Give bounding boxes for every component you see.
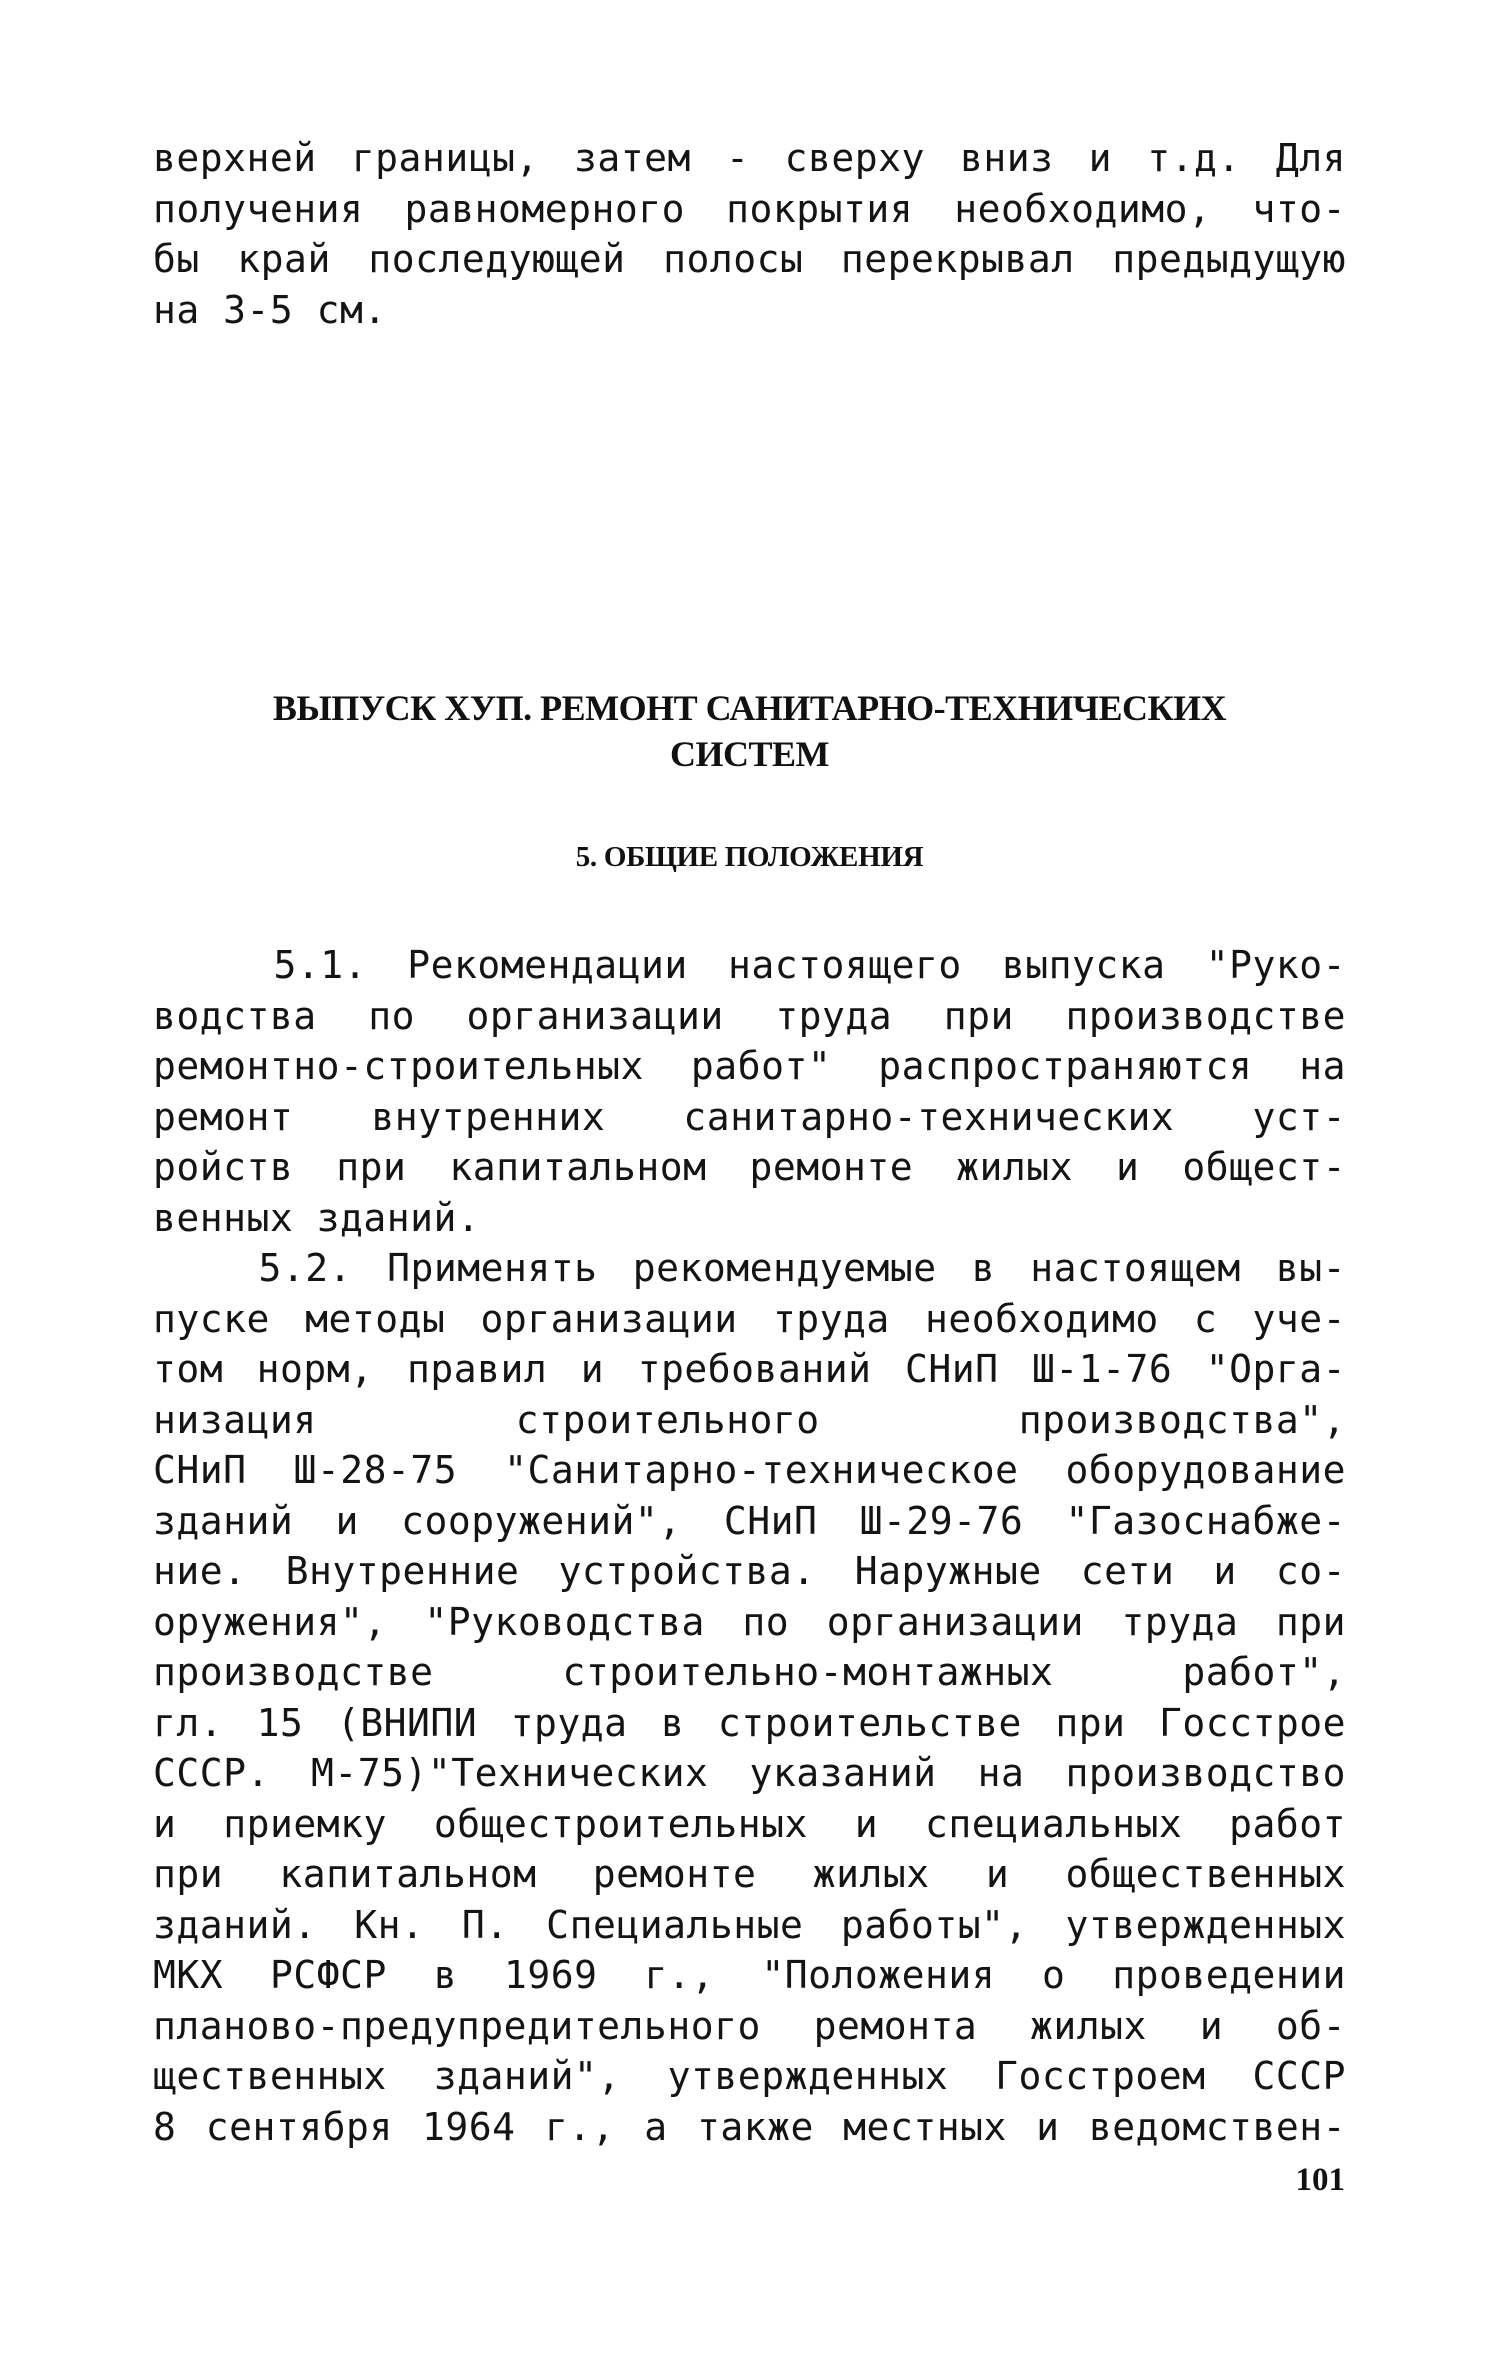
text-line: планово-предупредительного ремонта жилых и об- xyxy=(153,2003,1346,2048)
text-line: пуске методы организации труда необходимо с уче- xyxy=(153,1296,1346,1341)
text-line: бы край последующей полосы перекрывал предыдущую xyxy=(153,237,1346,281)
text-line: получения равномерного покрытия необходимо, что- xyxy=(153,186,1346,231)
text-line: 5.1. Рекомендации настоящего выпуска "Руко- xyxy=(153,943,1346,987)
text-line: МКХ РСФСР в 1969 г., "Положения о проведении xyxy=(153,1953,1346,1997)
text-line: зданий. Кн. П. Специальные работы", утвержденных xyxy=(153,1902,1346,1947)
text-line: на 3-5 см. xyxy=(153,287,387,332)
paragraph-5-2 xyxy=(153,1243,1346,2152)
text-line: зданий и сооружений", СНиП Ш-29-76 "Газоснабже- xyxy=(153,1498,1346,1543)
text-line: СССР. М-75)"Технических указаний на производство xyxy=(153,1751,1346,1795)
text-line: венных зданий. xyxy=(153,1195,481,1240)
text-line: щественных зданий", утвержденных Госстроем СССР xyxy=(153,2054,1346,2098)
section-title: 5. ОБЩИЕ ПОЛОЖЕНИЯ xyxy=(575,841,924,873)
text-line: оружения", "Руководства по организации труда при xyxy=(153,1599,1346,1644)
text-line: СНиП Ш-28-75 "Санитарно-техническое оборудование xyxy=(153,1448,1346,1492)
page-number: 101 xyxy=(1295,2162,1345,2198)
text-line: производстве строительно-монтажных работ", xyxy=(153,1650,1346,1694)
text-line: 8 сентября 1964 г., а также местных и ведомствен- xyxy=(153,2104,1346,2149)
text-line: водства по организации труда при производстве xyxy=(153,993,1346,1038)
issue-title-line-1: ВЫПУСК ХУП. РЕМОНТ САНИТАРНО-ТЕХНИЧЕСКИХ xyxy=(272,688,1227,728)
issue-title xyxy=(153,685,1346,777)
text-line: низация строительного производства", xyxy=(153,1397,1346,1442)
text-line: при капитальном ремонте жилых и общественных xyxy=(153,1852,1346,1896)
text-line: верхней границы, затем - сверху вниз и т.д. Для xyxy=(153,136,1346,180)
text-line: 5.2. Применять рекомендуемые в настоящем вы- xyxy=(153,1246,1346,1290)
text-line: ремонтно-строительных работ" распространяются на xyxy=(153,1044,1346,1088)
text-line: ройств при капитальном ремонте жилых и общест- xyxy=(153,1145,1346,1189)
paragraph-5-1 xyxy=(153,940,1346,1243)
text-line: том норм, правил и требований СНиП Ш-1-76 "Орга- xyxy=(153,1347,1346,1391)
text-line: ние. Внутренние устройства. Наружные сети и со- xyxy=(153,1549,1346,1593)
issue-title-line-2: СИСТЕМ xyxy=(670,734,829,774)
intro-paragraph xyxy=(153,133,1346,335)
text-line: и приемку общестроительных и специальных работ xyxy=(153,1801,1346,1846)
text-line: гл. 15 (ВНИПИ труда в строительстве при Госстрое xyxy=(153,1700,1346,1745)
text-line: ремонт внутренних санитарно-технических уст- xyxy=(153,1094,1346,1139)
